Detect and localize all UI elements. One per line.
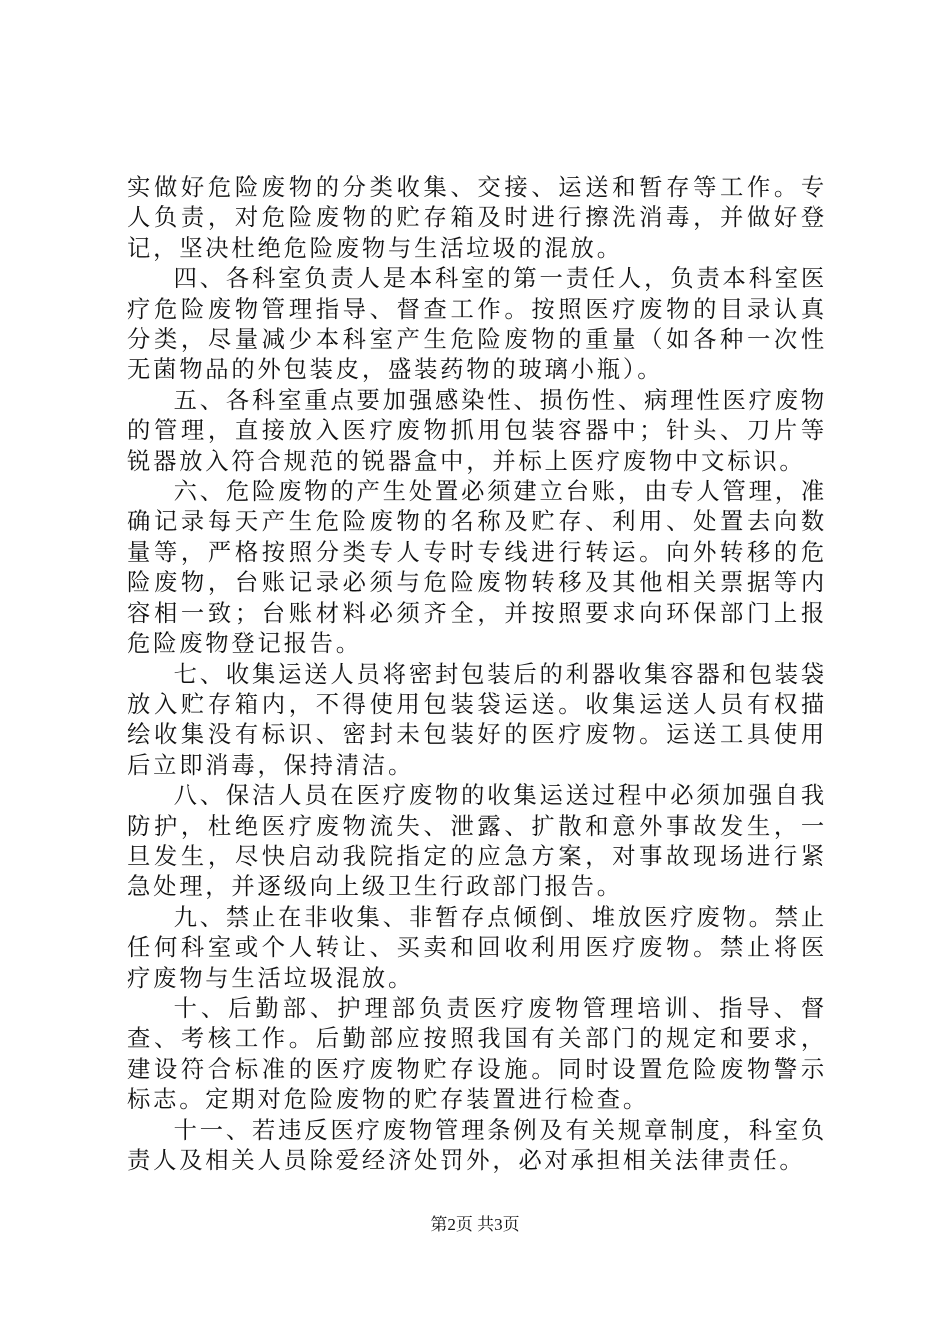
paragraph-item-6: 六、危险废物的产生处置必须建立台账，由专人管理，准确记录每天产生危险废物的名称及贮存、利用、处置去向数量等，严格按照分类专人专时专线进行转运。向外转移的危险废物，台账记录必须与危险废物转移及其他相关票据等内容相一致；台账材料必须齐全，并按照要求向环保部门上报危险废物登记报告。 xyxy=(127,478,827,658)
document-body xyxy=(127,173,827,1176)
paragraph-item-4: 四、各科室负责人是本科室的第一责任人，负责本科室医疗危险废物管理指导、督查工作。按照医疗废物的目录认真分类，尽量减少本科室产生危险废物的重量（如各种一次性无菌物品的外包装皮，盛装药物的玻璃小瓶）。 xyxy=(127,265,827,384)
paragraph-item-11: 十一、若违反医疗废物管理条例及有关规章制度，科室负责人及相关人员除爱经济处罚外，必对承担相关法律责任。 xyxy=(127,1116,827,1174)
paragraph-item-9: 九、禁止在非收集、非暂存点倾倒、堆放医疗废物。禁止任何科室或个人转让、买卖和回收利用医疗废物。禁止将医疗废物与生活垃圾混放。 xyxy=(127,903,827,992)
paragraph-item-5: 五、各科室重点要加强感染性、损伤性、病理性医疗废物的管理，直接放入医疗废物抓用包装容器中；针头、刀片等锐器放入符合规范的锐器盒中，并标上医疗废物中文标识。 xyxy=(127,386,827,475)
paragraph-item-8: 八、保洁人员在医疗废物的收集运送过程中必须加强自我防护，杜绝医疗废物流失、泄露、扩散和意外事故发生，一旦发生，尽快启动我院指定的应急方案，对事故现场进行紧急处理，并逐级向上级卫生行政部门报告。 xyxy=(127,782,827,901)
paragraph-continued: 实做好危险废物的分类收集、交接、运送和暂存等工作。专人负责，对危险废物的贮存箱及时进行擦洗消毒，并做好登记，坚决杜绝危险废物与生活垃圾的混放。 xyxy=(127,174,827,262)
page-number-footer: 第2页 共3页 xyxy=(430,1215,520,1234)
paragraph-item-10: 十、后勤部、护理部负责医疗废物管理培训、指导、督查、考核工作。后勤部应按照我国有关部门的规定和要求，建设符合标准的医疗废物贮存设施。同时设置危险废物警示标志。定期对危险废物的贮存装置进行检查。 xyxy=(127,994,827,1114)
paragraph-item-7: 七、收集运送人员将密封包装后的利器收集容器和包装袋放入贮存箱内，不得使用包装袋运送。收集运送人员有权描绘收集没有标识、密封未包装好的医疗废物。运送工具使用后立即消毒，保持清洁。 xyxy=(127,660,827,779)
